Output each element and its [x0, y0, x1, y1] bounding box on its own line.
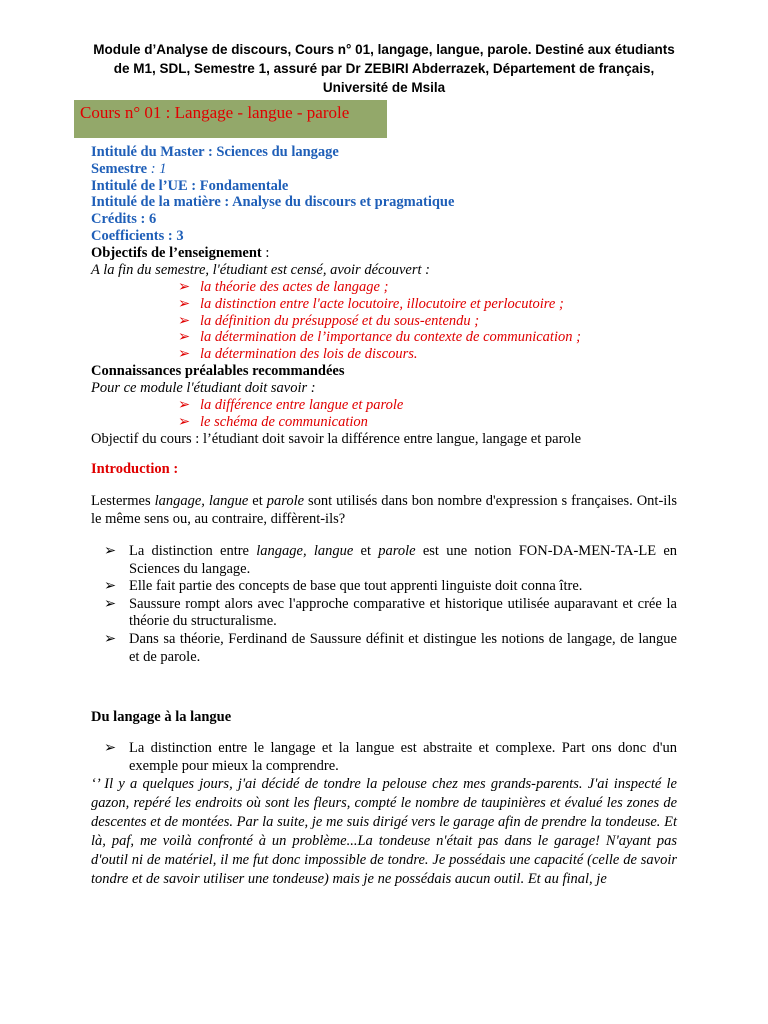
coefficients-line: Coefficients : 3 — [91, 227, 184, 244]
header-line-3: Université de Msila — [322, 80, 446, 95]
arrow-bullet-icon: ➢ — [104, 740, 117, 756]
arrow-bullet-icon: ➢ — [178, 413, 191, 430]
prealables-list — [178, 397, 403, 431]
section-bullets — [104, 740, 677, 775]
list-item: ➢ Saussure rompt alors avec l'approche comparative et historique utilisée auparavant et crée la théorie du structuralisme. — [104, 595, 677, 630]
list-item: ➢ la théorie des actes de langage ; — [178, 279, 389, 295]
list-item: ➢ la définition du présupposé et du sous-entendu ; — [178, 312, 480, 329]
section-heading: Du langage à la langue — [91, 709, 232, 725]
arrow-bullet-icon: ➢ — [178, 346, 191, 363]
arrow-bullet-icon: ➢ — [104, 595, 117, 612]
introduction-paragraph: Lestermes langage, langue et parole sont utilisés dans bon nombre d'expression s françaises. Ont-ils le même sens ou, au contraire, diffèrent-ils? — [91, 493, 677, 527]
list-item: ➢ Dans sa théorie, Ferdinand de Saussure définit et distingue les notions de langage, de langue et de parole. — [104, 630, 677, 665]
list-item: ➢ La distinction entre le langage et la langue est abstraite et complexe. Part ons donc d'un exemple pour mieux la comprendre. — [104, 740, 677, 774]
list-item: ➢ La distinction entre langage, langue et parole est une notion FON-DA-MEN-TA-LE en Sciences du langage. — [104, 543, 678, 577]
objectif-du-cours: Objectif du cours : l’étudiant doit savoir la différence entre langue, langage et parole — [91, 431, 582, 447]
prealables-heading: Connaissances préalables recommandées — [91, 363, 345, 379]
arrow-bullet-icon: ➢ — [178, 279, 191, 295]
objectifs-heading-suffix: : — [261, 245, 270, 261]
arrow-bullet-icon: ➢ — [178, 397, 191, 413]
semestre-value: : 1 — [150, 160, 167, 177]
prealables-intro: Pour ce module l'étudiant doit savoir : — [91, 380, 316, 396]
arrow-bullet-icon: ➢ — [104, 543, 117, 559]
list-item: ➢ Elle fait partie des concepts de base que tout apprenti linguiste doit conna ître. — [104, 578, 583, 595]
arrow-bullet-icon: ➢ — [104, 578, 117, 595]
semestre-label: Semestre — [91, 160, 151, 177]
arrow-bullet-icon: ➢ — [178, 295, 191, 312]
master-line: Intitulé du Master : Sciences du langage — [91, 144, 339, 160]
arrow-bullet-icon: ➢ — [178, 312, 191, 329]
list-item: ➢ la détermination de l’importance du contexte de communication ; — [178, 329, 581, 346]
list-item: ➢ le schéma de communication — [178, 413, 368, 430]
document-header — [60, 40, 708, 97]
ue-line: Intitulé de l’UE : Fondamentale — [91, 177, 289, 194]
example-quote: ‘’ Il y a quelques jours, j'ai décidé de tondre la pelouse chez mes grands-parents. J'ai inspecté le gazon, repéré les endroits où sont les fleurs, compté le nombre de taupinières et évalué les zones de descentes et de montées. Par la suite, je me suis dirigé vers le garage afin de prendre la tondeuse. Et là, paf, me voilà confronté à un problème...La tondeuse n'était pas dans le garage! N'ayant pas d'outil ni de matériel, il me fut donc impossible de tondre. Je possédais une capacité (celle de savoir tondre et de savoir utiliser une tondeuse) mais je ne possédais aucun outil. Et au final, je — [91, 776, 677, 887]
arrow-bullet-icon: ➢ — [178, 329, 191, 346]
header-line-2: de M1, SDL, Semestre 1, assuré par Dr ZEBIRI Abderrazek, Département de français, — [113, 61, 655, 76]
objectifs-intro: A la fin du semestre, l'étudiant est censé, avoir découvert : — [91, 262, 430, 278]
semestre-line — [91, 161, 454, 178]
list-item: ➢ la détermination des lois de discours. — [178, 346, 418, 363]
course-metadata — [91, 144, 454, 245]
arrow-bullet-icon: ➢ — [104, 630, 117, 647]
introduction-heading: Introduction : — [91, 461, 179, 477]
list-item: ➢ la différence entre langue et parole — [178, 397, 404, 413]
course-title: Cours n° 01 : Langage - langue - parole — [80, 103, 350, 122]
objectifs-list — [178, 279, 581, 363]
objectifs-heading — [91, 245, 269, 262]
matiere-line: Intitulé de la matière : Analyse du discours et pragmatique — [91, 194, 455, 211]
list-item: ➢ la distinction entre l'acte locutoire, illocutoire et perlocutoire ; — [178, 295, 564, 312]
credits-line: Crédits : 6 — [91, 211, 157, 228]
header-line-1: Module d’Analyse de discours, Cours n° 01, langage, langue, parole. Destiné aux étudiants — [93, 42, 675, 57]
objectifs-heading-text: Objectifs de l’enseignement — [91, 245, 262, 261]
introduction-bullets — [104, 543, 677, 666]
course-title-box — [74, 100, 387, 138]
